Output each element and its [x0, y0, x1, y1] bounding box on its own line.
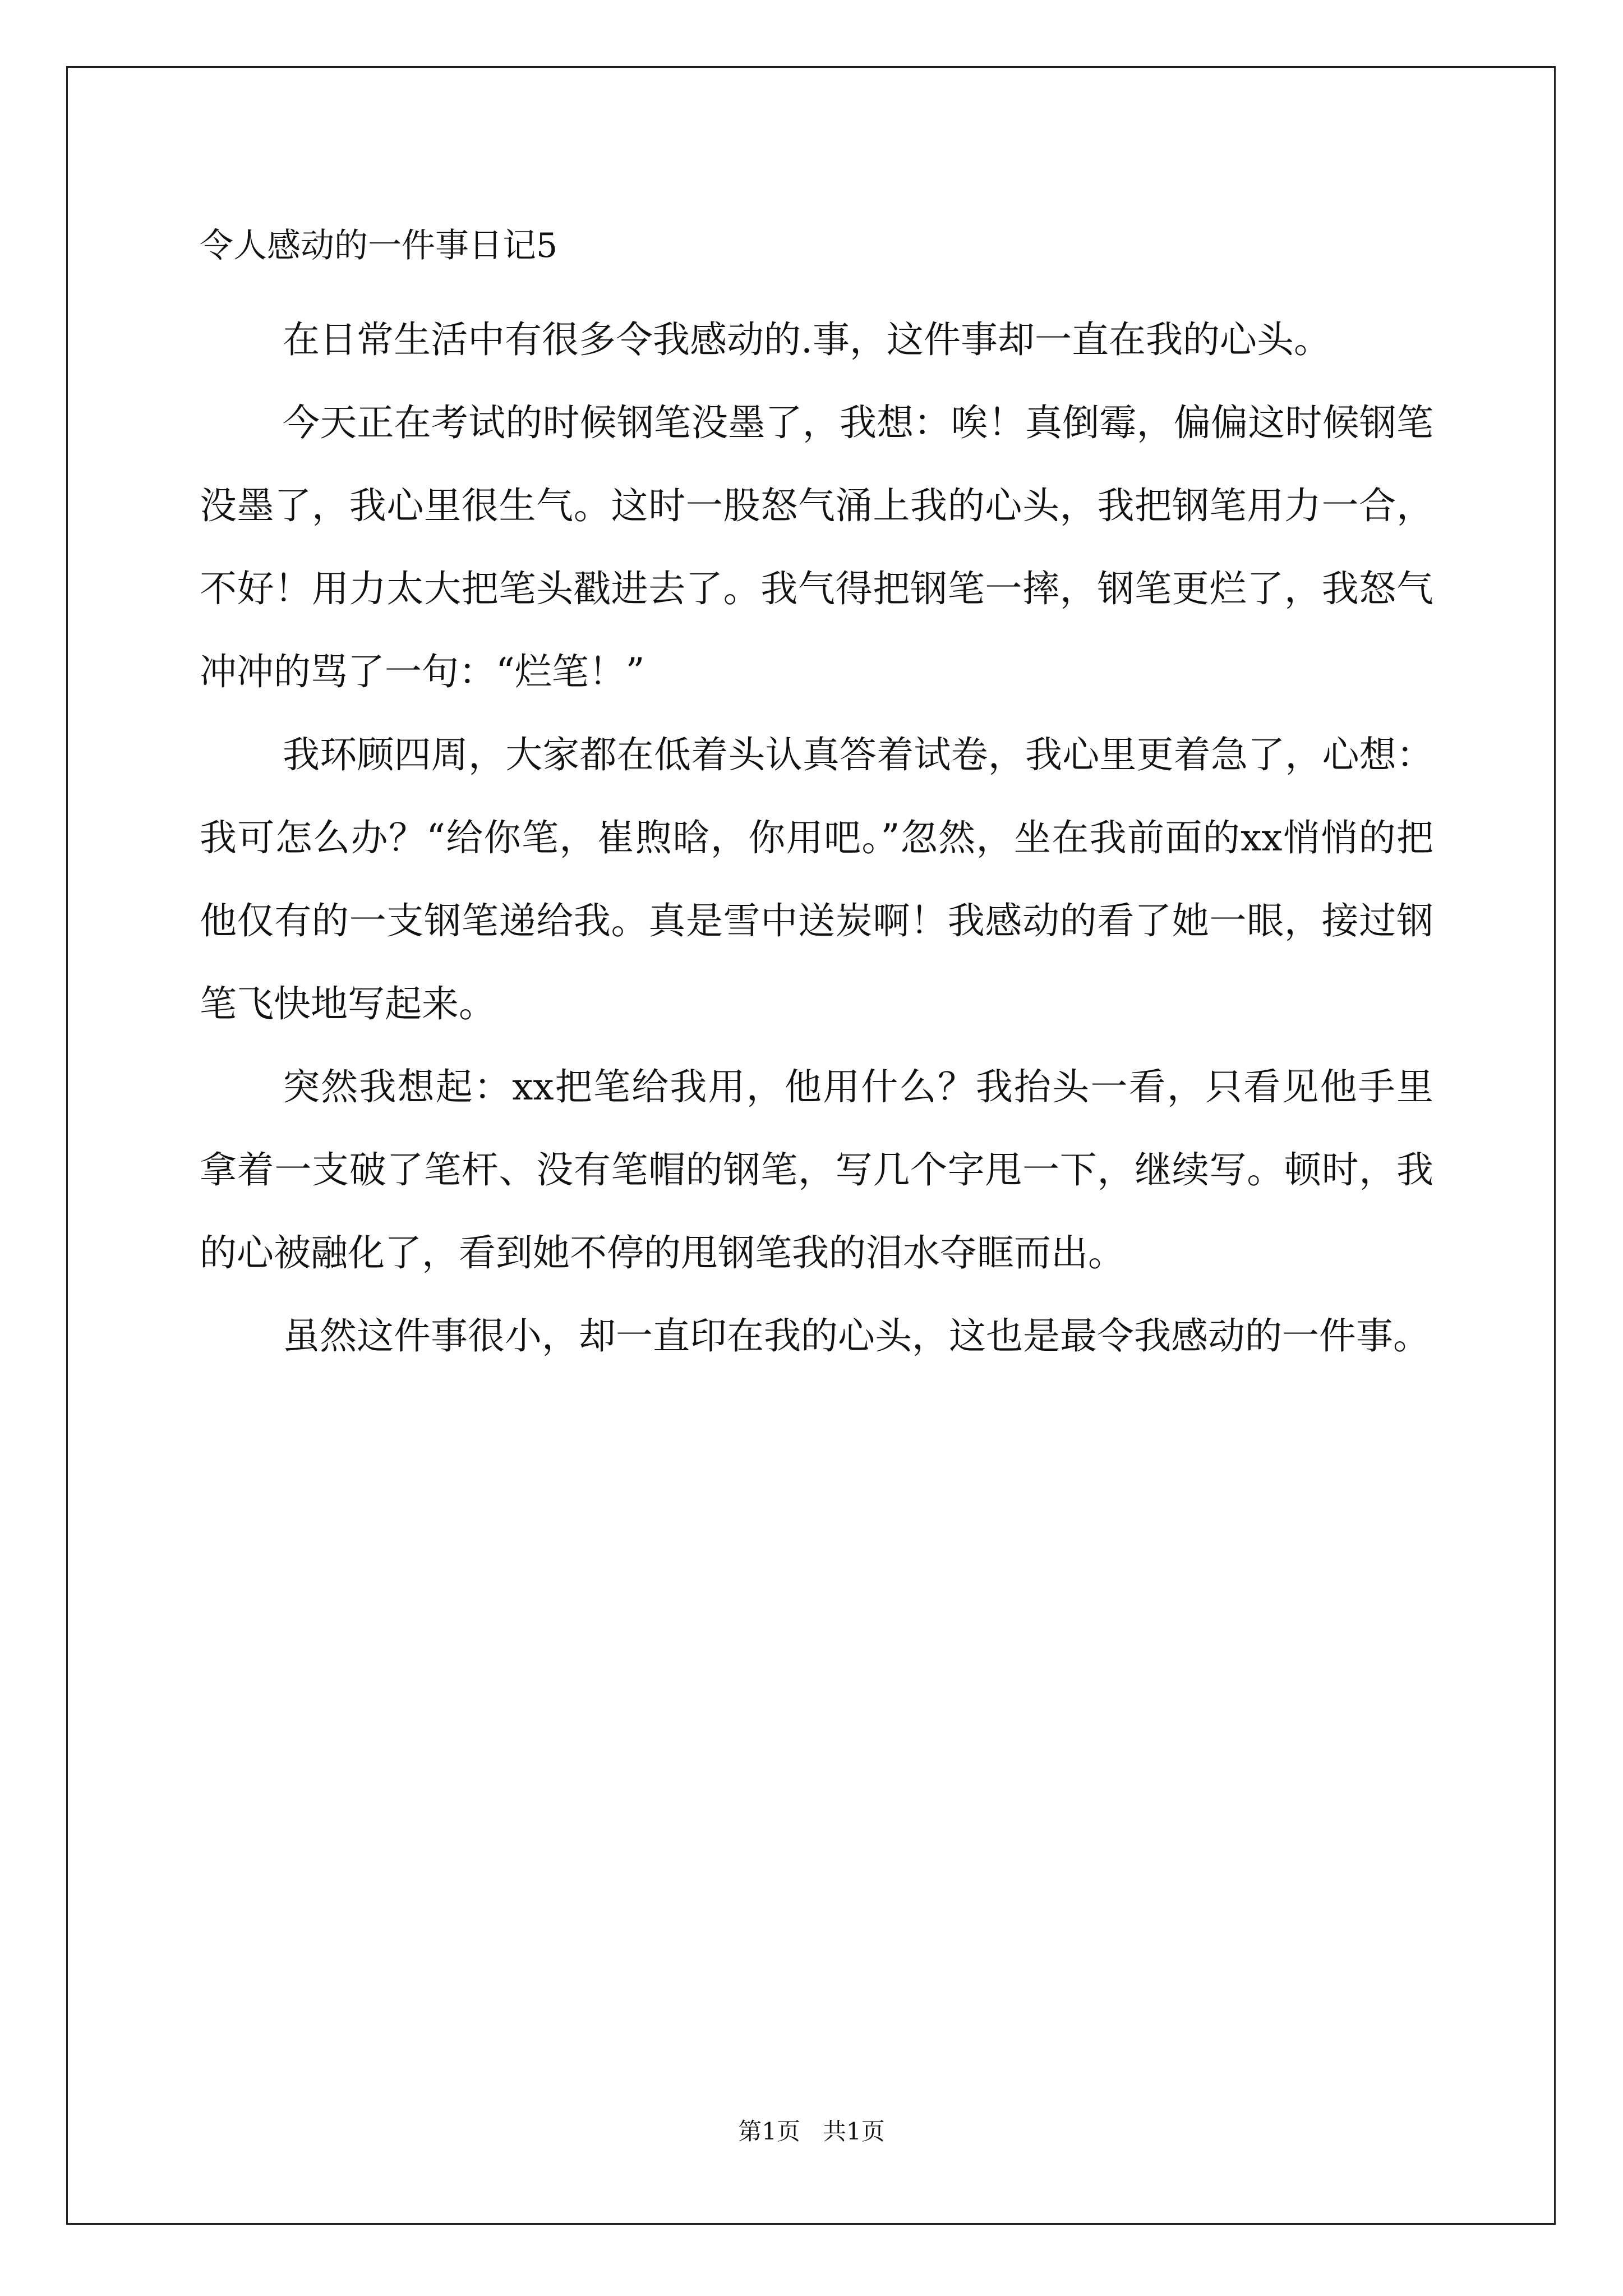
paragraph-5: 虽然这件事很小，却一直印在我的心头，这也是最令我感动的一件事。 — [283, 1314, 1430, 1358]
paragraph-3: 我环顾四周，大家都在低着头认真答着试卷，我心里更着急了，心想：我可怎么办？“给你笔，崔煦晗，你用吧。”忽然，坐在我前面的xx悄悄的把他仅有的一支钢笔递给我。真是雪中送炭啊！我感动的看了她一眼，接过钢笔飞快地写起来。 — [200, 733, 1433, 1025]
paragraph-1: 在日常生活中有很多令我感动的.事，这件事却一直在我的心头。 — [283, 318, 1331, 361]
document-title: 令人感动的一件事日记5 — [200, 226, 558, 265]
page-number: 第1页 共1页 — [738, 2118, 885, 2145]
document-body — [200, 224, 1433, 1378]
paragraph-4: 突然我想起：xx把笔给我用，他用什么？我抬头一看，只看见他手里拿着一支破了笔杆、没有笔帽的钢笔，写几个字甩一下，继续写。顿时，我的心被融化了，看到她不停的甩钢笔我的泪水夺眶而出。 — [200, 1065, 1433, 1274]
paragraph-2: 今天正在考试的时候钢笔没墨了，我想：唉！真倒霉，偏偏这时候钢笔没墨了，我心里很生气。这时一股怒气涌上我的心头，我把钢笔用力一合，不好！用力太大把笔头戳进去了。我气得把钢笔一摔，钢笔更烂了，我怒气冲冲的骂了一句：“烂笔！” — [200, 401, 1433, 693]
